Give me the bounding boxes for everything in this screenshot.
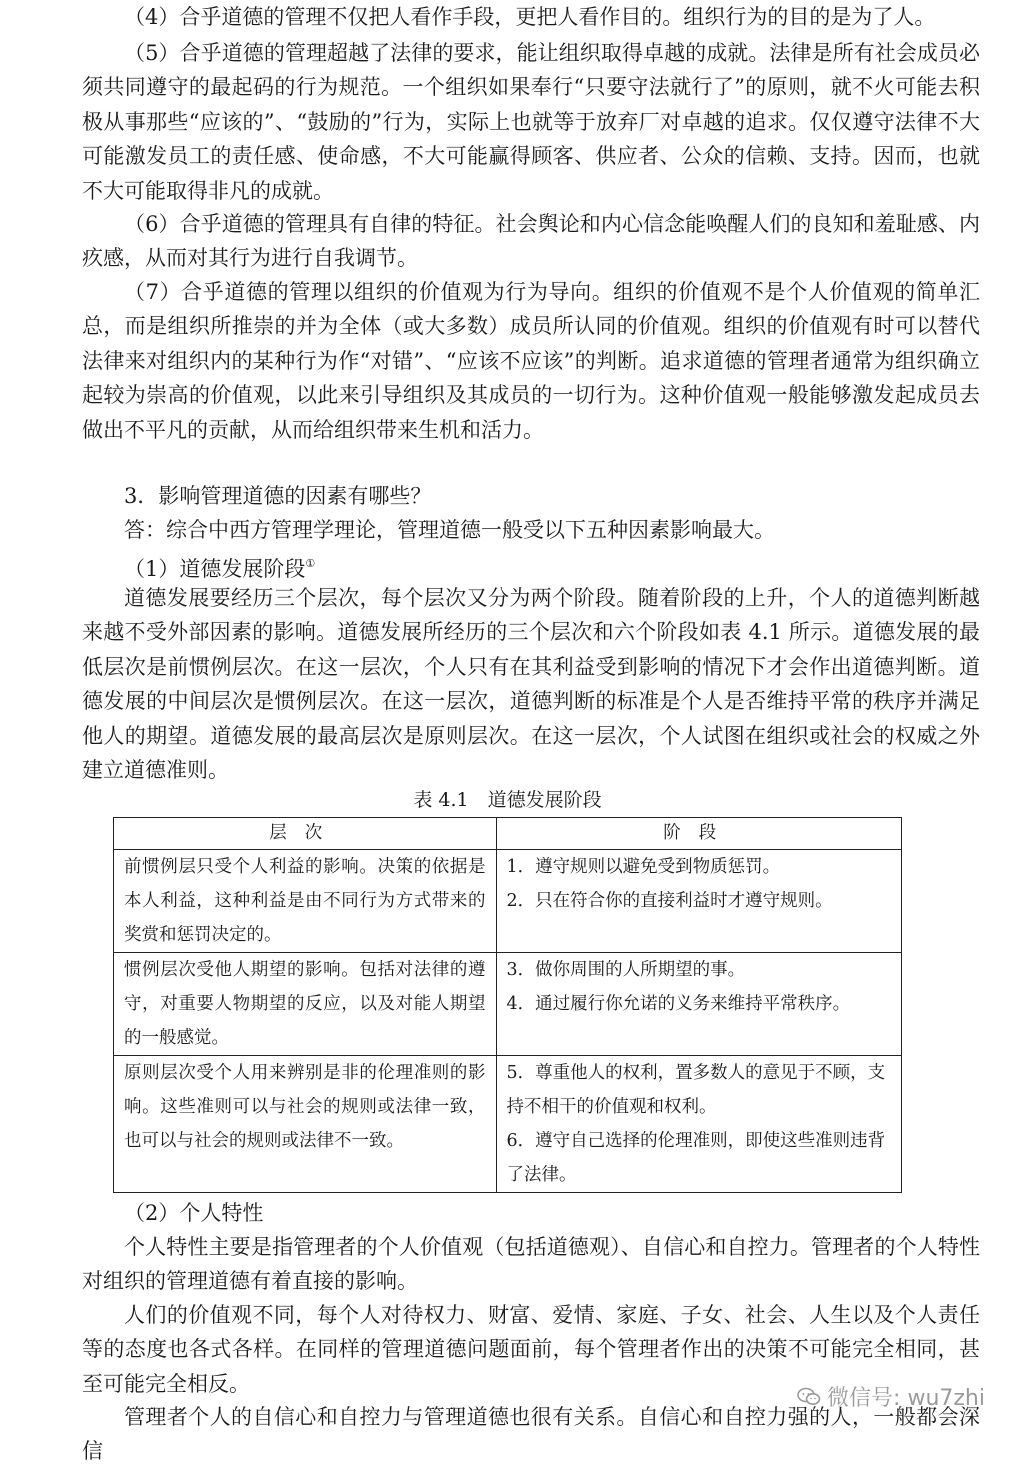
stage-item: 6．遵守自己选择的伦理准则，即使这些准则违背了法律。	[506, 1131, 886, 1185]
table-row	[114, 850, 902, 953]
paragraph-point-4: （4）合乎道德的管理不仅把人看作手段，更把人看作目的。组织行为的目的是为了人。	[124, 5, 936, 29]
section-2-title: （2）个人特性	[124, 1201, 264, 1225]
table-row	[114, 953, 902, 1056]
moral-development-table	[113, 817, 902, 1193]
stage-item: 5．尊重他人的权利，置多数人的意见于不顾，支持不相干的价值观和权利。	[506, 1063, 886, 1117]
table-caption: 表 4.1 道德发展阶段	[413, 789, 602, 811]
table-row	[114, 1056, 902, 1193]
section-1-body: 道德发展要经历三个层次，每个层次又分为两个阶段。随着阶段的上升，个人的道德判断越来越不受外部因素的影响。道德发展所经历的三个层次和六个阶段如表 4.1 所示。道德发展的最低层次是前惯例层次。在这一层次，个人只有在其利益受到影响的情况下才会作出道德判断。道德发展的中间层次是惯例层次。在这一层次，道德判断的标准是个人是否维持平常的秩序并满足他人的期望。道德发展的最高层次是原则层次。在这一层次，个人试图在组织或社会的权威之外建立道德准则。	[82, 586, 980, 783]
watermark-text: 微信号: wu7zhi	[827, 1386, 985, 1411]
paragraph-point-7: （7）合乎道德的管理以组织的价值观为行为导向。组织的价值观不是个人价值观的简单汇总，而是组织所推崇的并为全体（或大多数）成员所认同的价值观。组织的价值观有时可以替代法律来对组织内的某种行为作“对错”、“应该不应该”的判断。追求道德的管理者通常为组织确立起较为崇高的价值观，以此来引导组织及其成员的一切行为。这种价值观一般能够激发起成员去做出不平凡的贡献，从而给组织带来生机和活力。	[82, 280, 980, 442]
section-2-body-3: 管理者个人的自信心和自控力与管理道德也很有关系。自信心和自控力强的人，一般都会深信	[82, 1405, 980, 1464]
answer-intro: 答：综合中西方管理学理论，管理道德一般受以下五种因素影响最大。	[124, 518, 775, 542]
wechat-icon	[797, 1387, 821, 1407]
stage-item: 2．只在符合你的直接利益时才遵守规则。	[506, 891, 833, 911]
footnote-marker[interactable]: ①	[305, 557, 316, 570]
level-cell: 惯例层次受他人期望的影响。包括对法律的遵守，对重要人物期望的反应，以及对能人期望的一般感觉。	[114, 953, 497, 1056]
stage-cell	[496, 850, 901, 953]
question-heading: 3．影响管理道德的因素有哪些？	[124, 484, 432, 508]
paragraph-point-6: （6）合乎道德的管理具有自律的特征。社会舆论和内心信念能唤醒人们的良知和羞耻感、内疚感，从而对其行为进行自我调节。	[82, 212, 980, 271]
section-2-body-2: 人们的价值观不同，每个人对待权力、财富、爱情、家庭、子女、社会、人生以及个人责任等的态度也各式各样。在同样的管理道德问题面前，每个管理者作出的决策不可能完全相同，甚至可能完全相反。	[82, 1303, 980, 1396]
stage-item: 4．通过履行你允诺的义务来维持平常秩序。	[506, 994, 851, 1014]
level-cell: 前惯例层只受个人利益的影响。决策的依据是本人利益，这种利益是由不同行为方式带来的奖赏和惩罚决定的。	[114, 850, 497, 953]
stage-item: 1．遵守规则以避免受到物质惩罚。	[506, 857, 781, 877]
header-stage: 阶段	[496, 818, 901, 850]
table-header-row	[114, 818, 902, 850]
section-1-title-text: （1）道德发展阶段	[124, 557, 306, 581]
stage-item: 3．做你周围的人所期望的事。	[506, 960, 746, 980]
stage-cell	[496, 953, 901, 1056]
paragraph-point-5: （5）合乎道德的管理超越了法律的要求，能让组织取得卓越的成就。法律是所有社会成员必须共同遵守的最起码的行为规范。一个组织如果奉行“只要守法就行了”的原则，就不火可能去积极从事那些“应该的”、“鼓励的”行为，实际上也就等于放弃厂对卓越的追求。仅仅遵守法律不大可能激发员工的责任感、使命感，不大可能赢得顾客、供应者、公众的信赖、支持。因而，也就不大可能取得非凡的成就。	[82, 41, 980, 203]
level-cell: 原则层次受个人用来辨别是非的伦理准则的影响。这些准则可以与社会的规则或法律一致，也可以与社会的规则或法律不一致。	[114, 1056, 497, 1193]
header-level: 层次	[114, 818, 497, 850]
stage-cell	[496, 1056, 901, 1193]
wechat-watermark	[797, 1381, 985, 1412]
section-2-body-1: 个人特性主要是指管理者的个人价值观（包括道德观）、自信心和自控力。管理者的个人特性对组织的管理道德有着直接的影响。	[82, 1235, 980, 1294]
